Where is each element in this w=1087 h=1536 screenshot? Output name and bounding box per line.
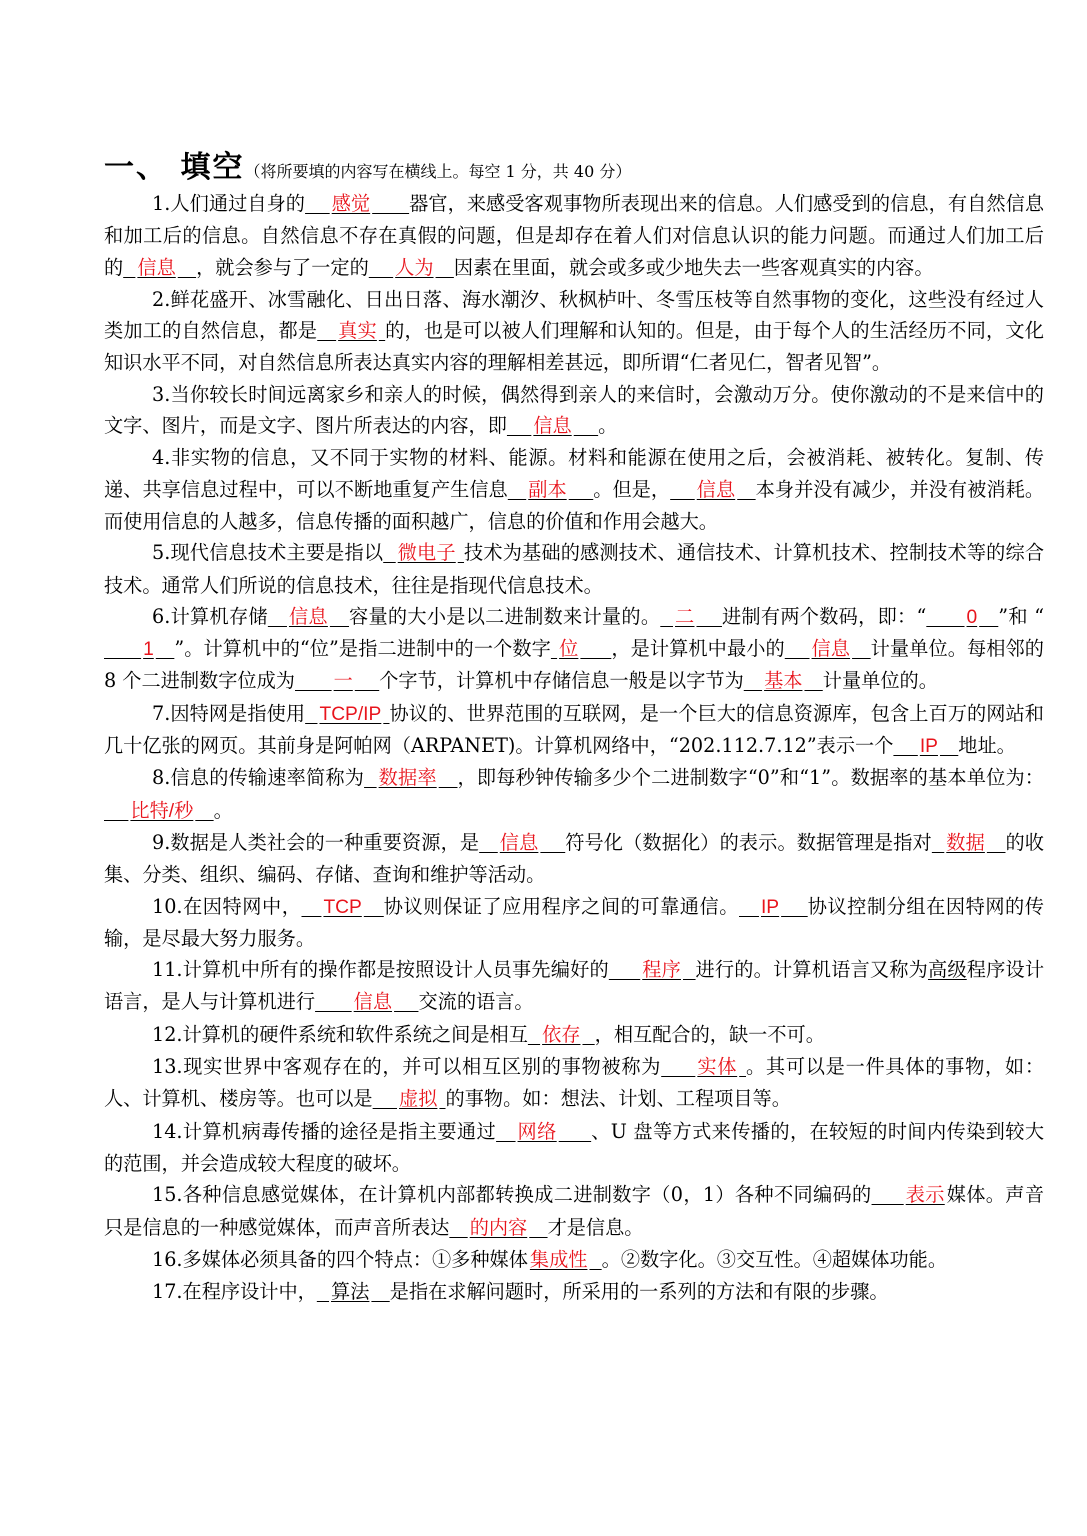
- question-text: 3.当你较长时间远离家乡和亲人的时候，偶然得到亲人的来信时，会激动万分。使你激动的不是来信中的文字、图片，而是文字、图片所表达的内容，即: [104, 382, 1044, 438]
- question-text: 15.各种信息感觉媒体，在计算机内部都转换成二进制数字（0，1）各种不同编码的: [152, 1183, 872, 1207]
- question-text: 本身并没有减少，并没有被消耗。而使用信息的人越多，信息传播的面积越广，信息的价值和作用会越大。: [104, 477, 1045, 533]
- answer-text: TCP: [323, 896, 362, 918]
- answer-blank: [785, 637, 871, 660]
- answer-text: IP: [760, 896, 780, 918]
- fill-in-the-blank-section: [104, 148, 1044, 1308]
- answer-text: 位: [559, 639, 579, 661]
- answer-blank: [872, 1183, 947, 1206]
- question-text: 个字节，计算机中存储信息一般是以字节为: [379, 669, 744, 693]
- answer-text: 数据率: [378, 768, 437, 790]
- question-text: ，就会参与了一定的: [196, 255, 369, 279]
- question-text: ，是计算机中最小的: [611, 637, 785, 661]
- answer-text: 信息: [811, 639, 851, 661]
- question-text: 14.计算机病毒传播的途径是指主要通过: [152, 1119, 497, 1143]
- answer-text: 一: [333, 671, 353, 693]
- answer-blank: [268, 605, 349, 628]
- underlined-term: 高级: [927, 958, 967, 982]
- answer-blank: [932, 831, 1006, 854]
- answer-text: 信息: [353, 992, 393, 1014]
- answer-text: 感觉: [331, 194, 371, 215]
- question-text: 5.现代信息技术主要是指以: [152, 541, 384, 565]
- answer-text: 信息: [499, 832, 539, 854]
- answer-text: 数据: [946, 832, 985, 854]
- question-text: ”。计算机中的“位”是指二进制中的一个数字: [174, 637, 551, 661]
- answer-blank: [893, 734, 958, 757]
- question-13: [104, 1051, 1044, 1116]
- question-text: 。但是，: [593, 477, 671, 501]
- answer-blank: [926, 605, 998, 628]
- question-text: 交流的语言。: [418, 990, 534, 1014]
- answer-blank: [317, 1280, 390, 1303]
- answer-blank: [508, 478, 593, 501]
- question-4: [104, 442, 1044, 537]
- answer-text: 信息: [137, 257, 176, 279]
- question-list: [104, 188, 1044, 1308]
- question-text: 12.计算机的硬件系统和软件系统之间是相互: [152, 1022, 528, 1046]
- answer-text: 信息: [288, 606, 328, 628]
- question-text: 程序设计语言，是人与计算机进行: [104, 958, 1045, 1014]
- question-text: 地址。: [958, 734, 1016, 758]
- answer-blank: [317, 319, 385, 342]
- answer-text: 信息: [533, 416, 572, 438]
- question-text: 。: [213, 798, 233, 822]
- question-text: 8.信息的传输速率简称为: [152, 766, 365, 790]
- answer-text: 表示: [905, 1185, 945, 1207]
- question-text: 媒体。声音只是信息的一种感觉媒体，而声音所表达: [104, 1183, 1045, 1239]
- answer-text: 1: [143, 639, 154, 661]
- question-5: [104, 537, 1044, 601]
- answer-blank: [744, 669, 823, 692]
- answer-text: IP: [919, 736, 938, 758]
- answer-text: 信息: [696, 479, 736, 501]
- question-text: 2.鲜花盛开、冰雪融化、日出日落、海水潮汐、秋枫栌叶、冬雪压枝等自然事物的变化，这些没有经过人类加工的自然信息，都是: [104, 287, 1044, 343]
- question-text: 器官，来感受客观事物所表现出来的信息。人们感受到的信息，有自然信息和加工后的信息。自然信息不存在真假的问题，但是却存在着人们对信息认识的能力问题。而通过人们加工后的: [104, 192, 1045, 279]
- question-9: [104, 827, 1044, 891]
- question-text: 9.数据是人类社会的一种重要资源，是: [152, 830, 480, 854]
- answer-blank: [373, 1087, 446, 1110]
- question-text: 16.多媒体必须具备的四个特点：①多种媒体: [152, 1247, 528, 1271]
- answer-text: 程序: [642, 960, 681, 982]
- answer-blank: [305, 702, 389, 725]
- question-text: 的事物。如：想法、计划、工程项目等。: [445, 1087, 791, 1111]
- question-text: ”和 “: [998, 604, 1045, 628]
- question-3: [104, 379, 1044, 443]
- answer-blank: [364, 766, 457, 789]
- answer-text: 算法: [331, 1282, 370, 1304]
- answer-text: 0: [966, 606, 978, 628]
- answer-blank: [528, 1023, 595, 1046]
- question-text: 4.非实物的信息，又不同于实物的材料、能源。材料和能源在使用之后，会被消耗、被转化。复制、传递、共享信息过程中，可以不断地重复产生信息: [104, 446, 1044, 501]
- question-text: 计量单位。每相邻的 8 个二进制数字位成为: [104, 637, 1044, 693]
- answer-blank: [670, 478, 755, 501]
- answer-text: 副本: [528, 479, 567, 501]
- answer-blank: [369, 256, 454, 279]
- answer-text: 比特/秒: [130, 800, 194, 822]
- question-text: 。其可以是一件具体的事物，如：人、计算机、楼房等。也可以是: [104, 1055, 1045, 1111]
- question-text: 才是信息。: [547, 1215, 644, 1239]
- question-text: 容量的大小是以二进制数来计量的。: [349, 604, 661, 628]
- question-text: 协议则保证了应用程序之间的可靠通信。: [383, 894, 740, 918]
- answer-blank: [295, 669, 379, 692]
- question-text: 是指在求解问题时，所采用的一系列的方法和有限的步骤。: [389, 1280, 889, 1304]
- question-16: [104, 1244, 1044, 1276]
- section-title: 一、 填空: [104, 150, 245, 185]
- answer-blank: [123, 256, 196, 279]
- question-text: 10.在因特网中，: [152, 894, 302, 918]
- question-text: 因素在里面，就会或多或少地失去一些客观真实的内容。: [453, 255, 934, 279]
- answer-blank: [609, 958, 696, 981]
- question-text: 。: [598, 414, 618, 438]
- question-text: 7.因特网是指使用: [152, 701, 306, 725]
- question-text: 计量单位的。: [822, 669, 938, 693]
- answer-text: 人为: [395, 257, 434, 279]
- question-text: ，即每秒钟传输多少个二进制数字“0”和“1”。数据率的基本单位为：: [457, 766, 1044, 790]
- question-10: [104, 891, 1044, 955]
- section-heading: [104, 148, 1044, 188]
- answer-text: 微电子: [397, 543, 456, 565]
- answer-text: 依存: [542, 1024, 581, 1046]
- answer-text: 虚拟: [399, 1089, 438, 1111]
- question-text: 进制有两个数码，即：“: [721, 604, 927, 628]
- question-text: 进行的。计算机语言又称为: [695, 958, 928, 982]
- answer-text: 集成性: [529, 1249, 588, 1271]
- answer-blank: [739, 895, 808, 918]
- answer-text: 网络: [517, 1121, 557, 1143]
- question-2: [104, 284, 1044, 379]
- answer-blank: [479, 831, 565, 854]
- question-text: 的，也是可以被人们理解和认知的。但是，由于每个人的生活经历不同，文化知识水平不同，对自然信息所表达真实内容的理解相差甚远，即所谓“仁者见仁，智者见智”。: [104, 319, 1044, 375]
- answer-blank: [528, 1248, 602, 1271]
- answer-text: 实体: [697, 1057, 738, 1079]
- question-11: [104, 954, 1044, 1019]
- answer-blank: [449, 1216, 547, 1239]
- question-17: [104, 1276, 1044, 1308]
- answer-text: 二: [675, 606, 695, 628]
- question-text: 13.现实世界中客观存在的，并可以相互区别的事物被称为: [152, 1055, 662, 1079]
- answer-text: 基本: [764, 671, 803, 693]
- question-text: 技术为基础的感测技术、通信技术、计算机技术、控制技术等的综合技术。通常人们所说的信息技术，往往是指现代信息技术。: [104, 541, 1045, 597]
- question-14: [104, 1116, 1044, 1180]
- question-6: [104, 601, 1044, 698]
- question-text: ，相互配合的，缺一不可。: [594, 1022, 825, 1046]
- answer-blank: [660, 605, 722, 628]
- question-8: [104, 762, 1044, 827]
- answer-blank: [104, 637, 174, 660]
- question-text: 17.在程序设计中，: [152, 1280, 317, 1304]
- question-1: [104, 188, 1044, 284]
- answer-text: 的内容: [469, 1217, 528, 1239]
- answer-text: 真实: [338, 321, 377, 343]
- question-text: 、U 盘等方式来传播的，在较短的时间内传染到较大的范围，并会造成较大程度的破坏。: [104, 1119, 1045, 1175]
- section-instructions: （将所要填的内容写在横线上。每空 1 分，共 40 分）: [244, 162, 632, 181]
- question-15: [104, 1179, 1044, 1244]
- answer-blank: [496, 1120, 591, 1143]
- question-text: 符号化（数据化）的表示。数据管理是指对: [565, 830, 932, 854]
- answer-blank: [104, 799, 214, 822]
- question-text: 的收集、分类、组织、编码、存储、查询和维护等活动。: [104, 830, 1044, 887]
- answer-blank: [315, 990, 418, 1013]
- answer-blank: [305, 192, 409, 215]
- answer-text: TCP/IP: [319, 703, 382, 725]
- question-text: 6.计算机存储: [152, 604, 268, 628]
- answer-blank: [507, 414, 598, 437]
- question-text: 协议的、世界范围的互联网，是一个巨大的信息资源库，包含上百万的网站和几十亿张的网页。其前身是阿帕网（ARPANET)。计算机网络中，“202.112.7.12”表示一个: [104, 701, 1044, 758]
- answer-blank: [383, 541, 464, 564]
- answer-blank: [301, 895, 383, 918]
- question-text: 11.计算机中所有的操作都是按照设计人员事先编好的: [152, 958, 609, 982]
- question-12: [104, 1019, 1044, 1051]
- question-7: [104, 698, 1044, 763]
- question-text: 。②数字化。③交互性。④超媒体功能。: [601, 1247, 948, 1271]
- question-text: 协议控制分组在因特网的传输，是尽最大努力服务。: [104, 894, 1044, 950]
- question-text: 1.人们通过自身的: [152, 192, 306, 215]
- answer-blank: [661, 1055, 746, 1078]
- answer-blank: [551, 637, 611, 660]
